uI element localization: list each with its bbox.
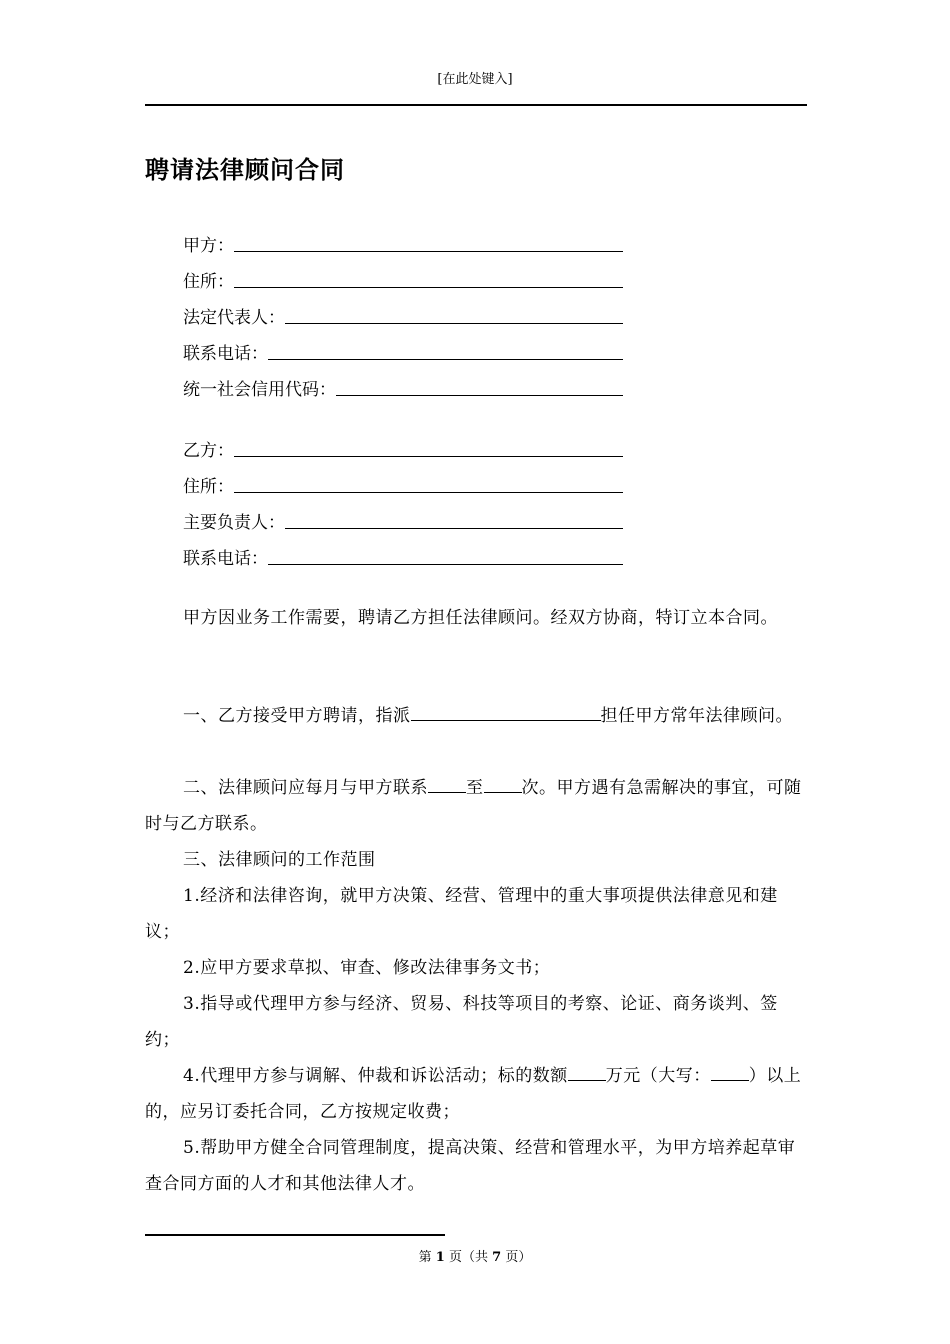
party-a-credit-code-field <box>183 377 623 401</box>
party-a-legal-rep-field <box>183 305 623 329</box>
party-a-name-field <box>183 233 623 257</box>
footer-suffix: 页） <box>505 1250 532 1265</box>
footer-page-number: 1 <box>435 1250 445 1265</box>
scope-item-4-uppercase-blank-b <box>741 1062 749 1081</box>
party-b-name-blank <box>234 455 623 457</box>
party-a-phone-blank <box>268 358 623 360</box>
scope-item-4 <box>145 1058 807 1130</box>
scope-item-4-text-b: 万元（大写： <box>605 1066 711 1086</box>
party-a-credit-code-label: 统一社会信用代码： <box>183 380 336 400</box>
scope-item-4-amount-blank <box>568 1062 606 1081</box>
party-a-address-blank <box>234 286 623 288</box>
clause-2-text-b: 至 <box>466 778 484 798</box>
party-a-name-blank <box>234 250 623 252</box>
scope-item-3: 3.指导或代理甲方参与经济、贸易、科技等项目的考察、论证、商务谈判、签约； <box>145 994 778 1050</box>
scope-item-1: 1.经济和法律咨询，就甲方决策、经营、管理中的重大事项提供法律意见和建议； <box>145 886 778 942</box>
party-b-address-blank <box>234 491 623 493</box>
scope-item-4-text-a: 4.代理甲方参与调解、仲裁和诉讼活动；标的数额 <box>183 1066 568 1086</box>
scope-item-5: 5.帮助甲方健全合同管理制度，提高决策、经营和管理水平，为甲方培养起草审查合同方面的人才和其他法律人才。 <box>145 1138 796 1194</box>
party-a-phone-field <box>183 341 623 365</box>
party-a-phone-label: 联系电话： <box>183 344 268 364</box>
party-b-address-field <box>183 474 623 498</box>
page-footer <box>0 1246 950 1265</box>
party-b-principal-label: 主要负责人： <box>183 513 285 533</box>
clause-1 <box>145 698 807 734</box>
clause-1-blank <box>411 702 601 721</box>
clause-2 <box>145 770 807 842</box>
party-b-name-label: 乙方： <box>183 441 234 461</box>
clause-2-text-c: 次。甲方遇有急需解决的事宜，可随时与乙方联系。 <box>145 778 802 834</box>
page-header: [在此处键入] <box>437 72 513 87</box>
clause-2-blank-min <box>428 774 466 793</box>
footer-divider <box>145 1234 445 1236</box>
clause-1-text-b: 担任甲方常年法律顾问。 <box>600 706 793 726</box>
party-b-principal-field <box>183 510 623 534</box>
scope-item-2: 2.应甲方要求草拟、审查、修改法律事务文书； <box>183 958 551 978</box>
party-b-name-field <box>183 438 623 462</box>
footer-prefix: 第 <box>418 1250 432 1265</box>
clause-3-heading: 三、法律顾问的工作范围 <box>183 850 376 870</box>
scope-item-4-uppercase-blank-a <box>711 1062 741 1081</box>
footer-total-pages: 7 <box>492 1250 502 1265</box>
party-a-legal-rep-blank <box>285 322 623 324</box>
party-a-address-label: 住所： <box>183 272 234 292</box>
clause-1-text-a: 一、乙方接受甲方聘请，指派 <box>183 706 411 726</box>
clause-2-text-a: 二、法律顾问应每月与甲方联系 <box>183 778 428 798</box>
header-divider <box>145 104 807 106</box>
party-a-address-field <box>183 269 623 293</box>
intro-paragraph: 甲方因业务工作需要，聘请乙方担任法律顾问。经双方协商，特订立本合同。 <box>183 608 778 628</box>
party-b-phone-label: 联系电话： <box>183 549 268 569</box>
party-b-principal-blank <box>285 527 623 529</box>
scope-item-4-text-c: ）以上的，应另订委托合同，乙方按规定收费； <box>145 1066 802 1122</box>
party-b-phone-blank <box>268 563 623 565</box>
footer-middle: 页（共 <box>448 1250 488 1265</box>
party-b-address-label: 住所： <box>183 477 234 497</box>
party-b-phone-field <box>183 546 623 570</box>
clause-2-blank-max <box>484 774 522 793</box>
party-a-legal-rep-label: 法定代表人： <box>183 308 285 328</box>
party-a-credit-code-blank <box>336 394 623 396</box>
document-title: 聘请法律顾问合同 <box>145 156 345 184</box>
party-a-name-label: 甲方： <box>183 236 234 256</box>
